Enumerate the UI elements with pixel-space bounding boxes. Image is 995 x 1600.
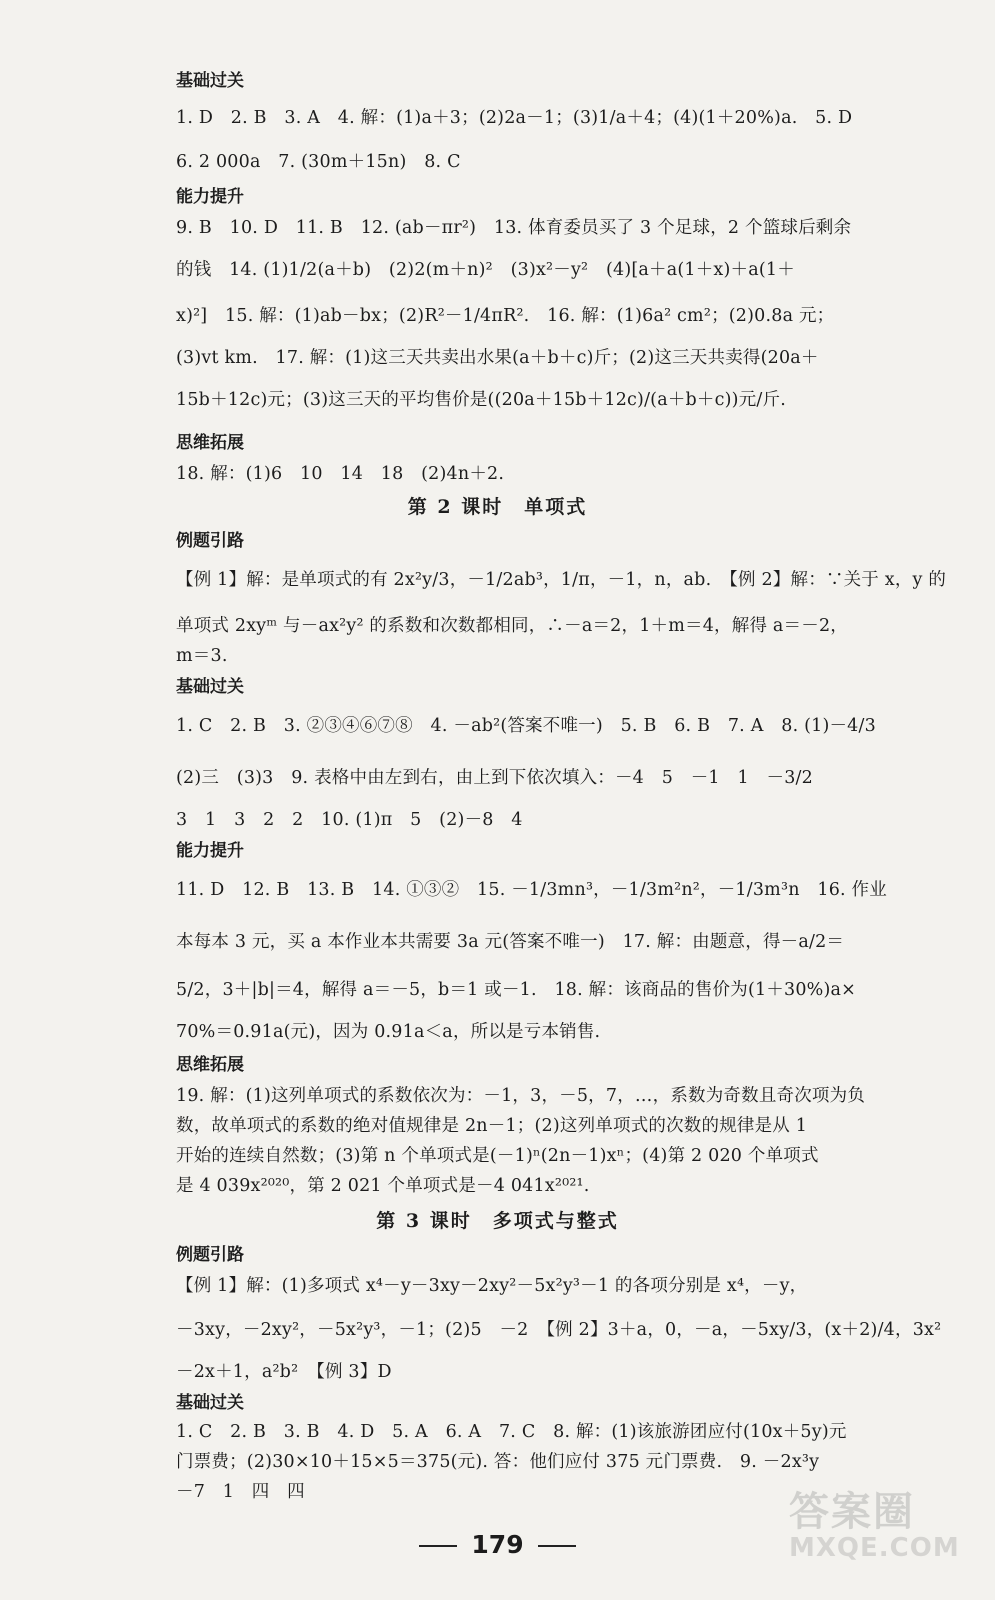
answer-line: 15b＋12c)元；(3)这三天的平均售价是((20a＋15b＋12c)/(a＋b＋c))元/斤. xyxy=(176,390,786,410)
answer-line: 本每本 3 元，买 a 本作业本共需要 3a 元(答案不唯一) 17. 解：由题意，得－a/2＝ xyxy=(176,932,845,952)
answer-line: 是 4 039x²⁰²⁰，第 2 021 个单项式是－4 041x²⁰²¹. xyxy=(176,1176,590,1196)
answer-line: 70%＝0.91a(元)，因为 0.91a＜a，所以是亏本销售. xyxy=(176,1022,601,1042)
section-heading-thinking: 思维拓展 xyxy=(176,433,244,453)
answer-line: x)²] 15. 解：(1)ab－bx；(2)R²－1/4πR². 16. 解：(1)6a² cm²；(2)0.8a 元； xyxy=(176,306,835,326)
answer-line: 【例 1】解：(1)多项式 x⁴－y－3xy－2xy²－5x²y³－1 的各项分别是 x⁴，－y， xyxy=(176,1276,808,1296)
answer-line: 19. 解：(1)这列单项式的系数依次为：－1，3，－5，7，…，系数为奇数且奇次项为负 xyxy=(176,1086,866,1106)
answer-line: 5/2，3＋|b|＝4，解得 a＝－5，b＝1 或－1. 18. 解：该商品的售价为(1＋30%)a× xyxy=(176,980,857,1000)
answer-line: 1. C 2. B 3. ②③④⑥⑦⑧ 4. －ab²(答案不唯一) 5. B 6. B 7. A 8. (1)－4/3 xyxy=(176,716,876,736)
section-heading-basic: 基础过关 xyxy=(176,677,244,697)
answer-line: 门票费；(2)30×10＋15×5＝375(元). 答：他们应付 375 元门票费. 9. －2x³y xyxy=(176,1452,820,1472)
section-heading-examples: 例题引路 xyxy=(176,1245,244,1265)
answer-line: 1. C 2. B 3. B 4. D 5. A 6. A 7. C 8. 解：(1)该旅游团应付(10x＋5y)元 xyxy=(176,1422,847,1442)
answer-line: 1. D 2. B 3. A 4. 解：(1)a＋3；(2)2a－1；(3)1/a＋4；(4)(1＋20%)a. 5. D xyxy=(176,108,853,128)
answer-line: 18. 解：(1)6 10 14 18 (2)4n＋2. xyxy=(176,464,505,484)
answer-line: 开始的连续自然数；(3)第 n 个单项式是(－1)ⁿ(2n－1)xⁿ；(4)第 2 020 个单项式 xyxy=(176,1146,819,1166)
section-heading-basic: 基础过关 xyxy=(176,1393,244,1413)
answer-line: －7 1 四 四 xyxy=(176,1482,305,1502)
section-heading-basic: 基础过关 xyxy=(176,71,244,91)
answer-line: (2)三 (3)3 9. 表格中由左到右，由上到下依次填入：－4 5 －1 1 －3/2 xyxy=(176,768,813,788)
answer-line: 3 1 3 2 2 10. (1)π 5 (2)－8 4 xyxy=(176,810,523,830)
answer-line: 6. 2 000a 7. (30m＋15n) 8. C xyxy=(176,152,461,172)
answer-line: －3xy，－2xy²，－5x²y³，－1；(2)5 －2 【例 2】3＋a，0，－a，－5xy/3，(x＋2)/4，3x² xyxy=(176,1320,942,1340)
section-heading-ability: 能力提升 xyxy=(176,187,244,207)
lesson-title: 第 2 课时 单项式 xyxy=(407,496,588,518)
section-heading-thinking: 思维拓展 xyxy=(176,1055,244,1075)
answer-line: 【例 1】解：是单项式的有 2x²y/3，－1/2ab³，1/π，－1，n，ab. 【例 2】解：∵关于 x，y 的 xyxy=(176,570,947,590)
watermark-logo: 答案圈 xyxy=(789,1489,915,1535)
watermark-site: MXQE.COM xyxy=(789,1533,960,1563)
answer-line: 单项式 2xyᵐ 与－ax²y² 的系数和次数都相同，∴－a＝2，1＋m＝4，解得 a＝－2， xyxy=(176,616,848,636)
section-heading-ability: 能力提升 xyxy=(176,841,244,861)
lesson-title: 第 3 课时 多项式与整式 xyxy=(376,1210,619,1232)
answer-line: (3)vt km. 17. 解：(1)这三天共卖出水果(a＋b＋c)斤；(2)这三天共卖得(20a＋ xyxy=(176,348,819,368)
page-number-dash xyxy=(538,1545,576,1547)
watermark xyxy=(789,1480,969,1564)
answer-line: m＝3. xyxy=(176,646,228,666)
answer-line: 的钱 14. (1)1/2(a＋b) (2)2(m＋n)² (3)x²－y² (4)[a＋a(1＋x)＋a(1＋ xyxy=(176,260,795,280)
page-number-text: 179 xyxy=(471,1530,524,1559)
answer-line: 数，故单项式的系数的绝对值规律是 2n－1；(2)这列单项式的次数的规律是从 1 xyxy=(176,1116,808,1136)
answer-line: 9. B 10. D 11. B 12. (ab－πr²) 13. 体育委员买了 3 个足球，2 个篮球后剩余 xyxy=(176,218,852,238)
section-heading-examples: 例题引路 xyxy=(176,531,244,551)
page-number-dash xyxy=(419,1545,457,1547)
answer-line: 11. D 12. B 13. B 14. ①③② 15. －1/3mn³，－1/3m²n²，－1/3m³n 16. 作业 xyxy=(176,880,887,900)
answer-line: －2x＋1，a²b² 【例 3】D xyxy=(176,1362,392,1382)
